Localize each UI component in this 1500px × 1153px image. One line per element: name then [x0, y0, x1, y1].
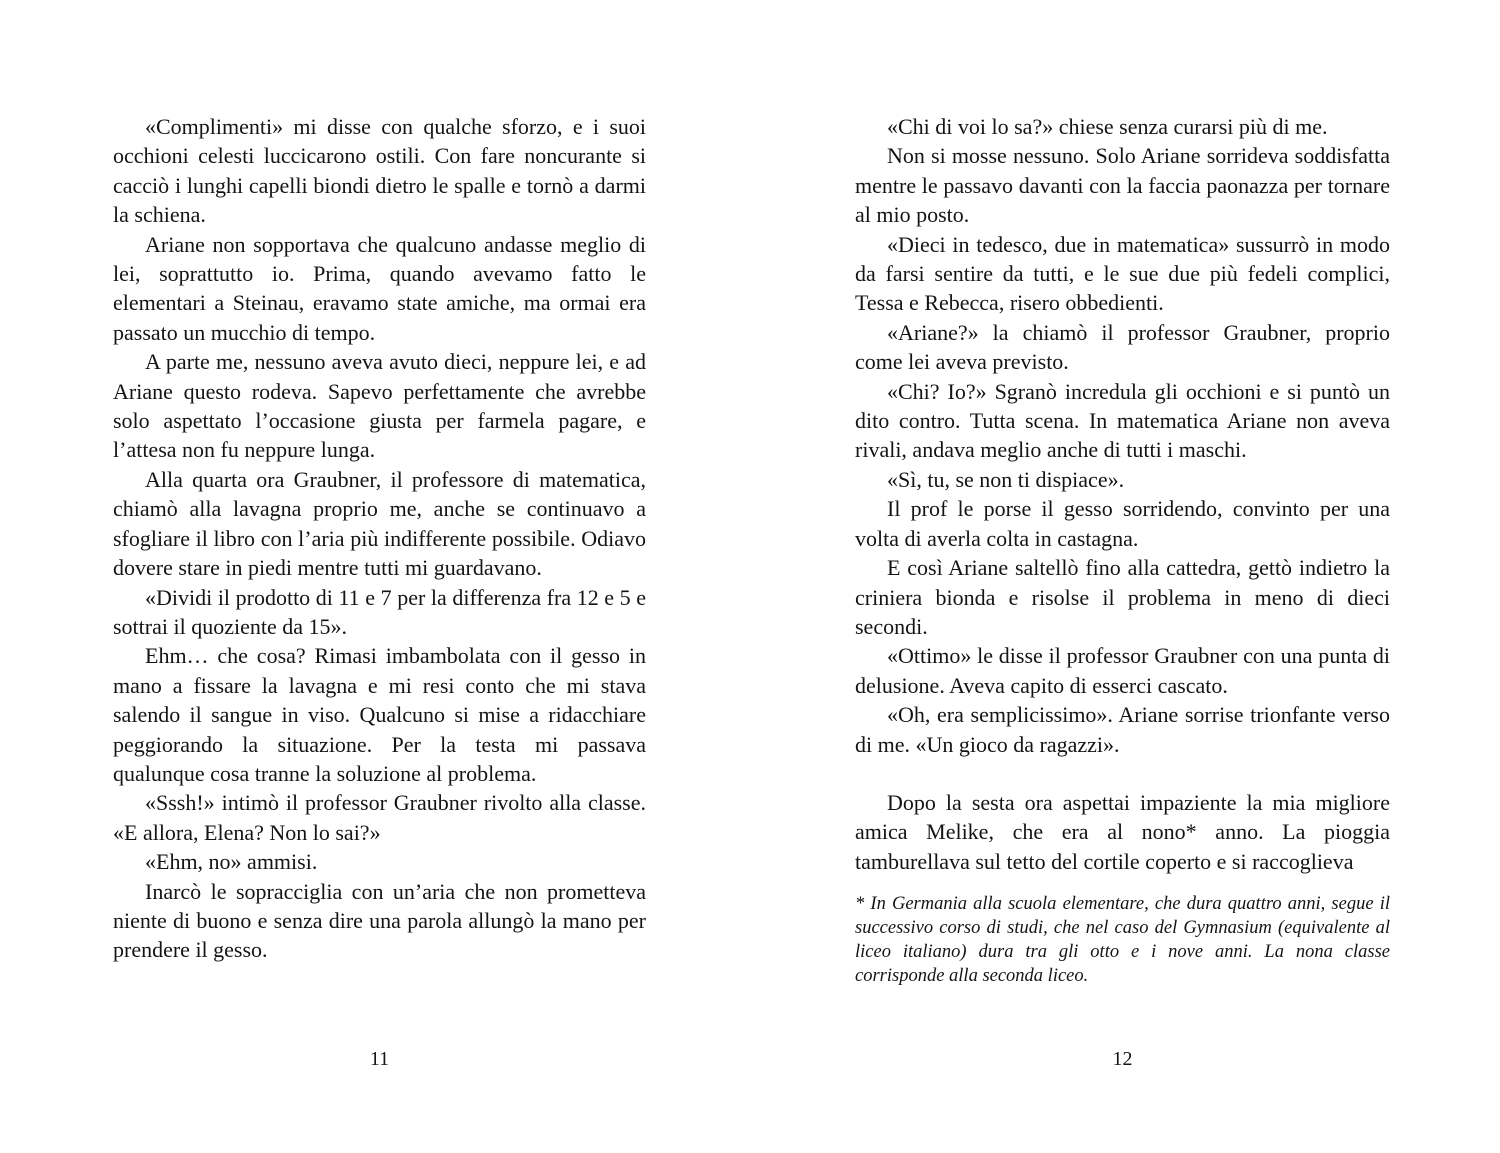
paragraph: «Ariane?» la chiamò il professor Graubner, proprio come lei aveva previsto.	[855, 319, 1390, 375]
paragraph: E così Ariane saltellò fino alla cattedra, gettò indietro la criniera bionda e risolse il problema in meno di dieci secondi.	[855, 555, 1390, 639]
paragraph: Dopo la sesta ora aspettai impaziente la mia migliore amica Melike, che era al nono* anno. La pioggia tamburellava sul tetto del cortile coperto e si raccoglieva	[855, 789, 1390, 874]
paragraph: «Dieci in tedesco, due in matematica» sussurrò in modo da farsi sentire da tutti, e le sue due più fedeli complici, Tessa e Rebecca, risero obbedienti.	[855, 231, 1390, 316]
page-left-text	[113, 112, 646, 965]
footnote: * In Germania alla scuola elementare, che dura quattro anni, segue il successivo corso di studi, che nel caso del Gymnasium (equivalente al liceo italiano) dura tra gli otto e i nove anni. La nona classe corrisponde alla seconda liceo.	[855, 894, 1390, 987]
paragraph: Non si mosse nessuno. Solo Ariane sorrideva soddisfatta mentre le passavo davanti con la faccia paonazza per tornare al mio posto.	[855, 143, 1390, 228]
paragraph: «Ehm, no» ammisi.	[145, 849, 318, 875]
paragraph: Inarcò le sopracciglia con un’aria che non prometteva niente di buono e senza dire una parola allungò la mano per prendere il gesso.	[113, 878, 646, 963]
paragraph: «Complimenti» mi disse con qualche sforzo, e i suoi occhioni celesti luccicarono ostili. Con fare noncurante si cacciò i lunghi capelli biondi dietro le spalle e tornò a darmi la schiena.	[113, 114, 646, 228]
paragraph: «Chi? Io?» Sgranò incredula gli occhioni e si puntò un dito contro. Tutta scena. In matematica Ariane non aveva rivali, andava meglio anche di tutti i maschi.	[855, 378, 1390, 463]
paragraph: «Oh, era semplicissimo». Ariane sorrise trionfante verso di me. «Un gioco da ragazzi».	[855, 702, 1390, 757]
paragraph: A parte me, nessuno aveva avuto dieci, neppure lei, e ad Ariane questo rodeva. Sapevo perfettamente che avrebbe solo aspettato l’occasione giusta per farmela pagare, e l’attesa non fu neppure lunga.	[113, 349, 646, 463]
page-right-text	[855, 112, 1390, 988]
page-number-left: 11	[369, 1048, 390, 1070]
paragraph: «Dividi il prodotto di 11 e 7 per la differenza fra 12 e 5 e sottrai il quoziente da 15».	[113, 584, 646, 639]
page-number-right: 12	[1112, 1048, 1133, 1070]
paragraph: Ariane non sopportava che qualcuno andasse meglio di lei, soprattutto io. Prima, quando avevamo fatto le elementari a Steinau, eravamo state amiche, ma ormai era passato un mucchio di tempo.	[113, 231, 646, 345]
page-right	[750, 0, 1500, 1153]
paragraph: «Sssh!» intimò il professor Graubner rivolto alla classe. «E allora, Elena? Non lo sai?»	[113, 790, 646, 845]
paragraph: «Sì, tu, se non ti dispiace».	[887, 466, 1125, 492]
paragraph: «Chi di voi lo sa?» chiese senza curarsi più di me.	[887, 114, 1328, 139]
paragraph: Alla quarta ora Graubner, il professore di matematica, chiamò alla lavagna proprio me, anche se continuavo a sfogliare il libro con l’aria più indifferente possibile. Odiavo dovere stare in piedi mentre tutti mi guardavano.	[113, 466, 646, 581]
paragraph: Ehm… che cosa? Rimasi imbambolata con il gesso in mano a fissare la lavagna e mi resi conto che mi stava salendo il sangue in viso. Qualcuno si mise a ridacchiare peggiorando la situazione. Per la testa mi passava qualunque cosa tranne la soluzione al problema.	[113, 643, 646, 786]
paragraph: Il prof le porse il gesso sorridendo, convinto per una volta di averla colta in castagna.	[855, 496, 1390, 551]
paragraph: «Ottimo» le disse il professor Graubner con una punta di delusione. Aveva capito di esserci cascato.	[855, 643, 1390, 698]
